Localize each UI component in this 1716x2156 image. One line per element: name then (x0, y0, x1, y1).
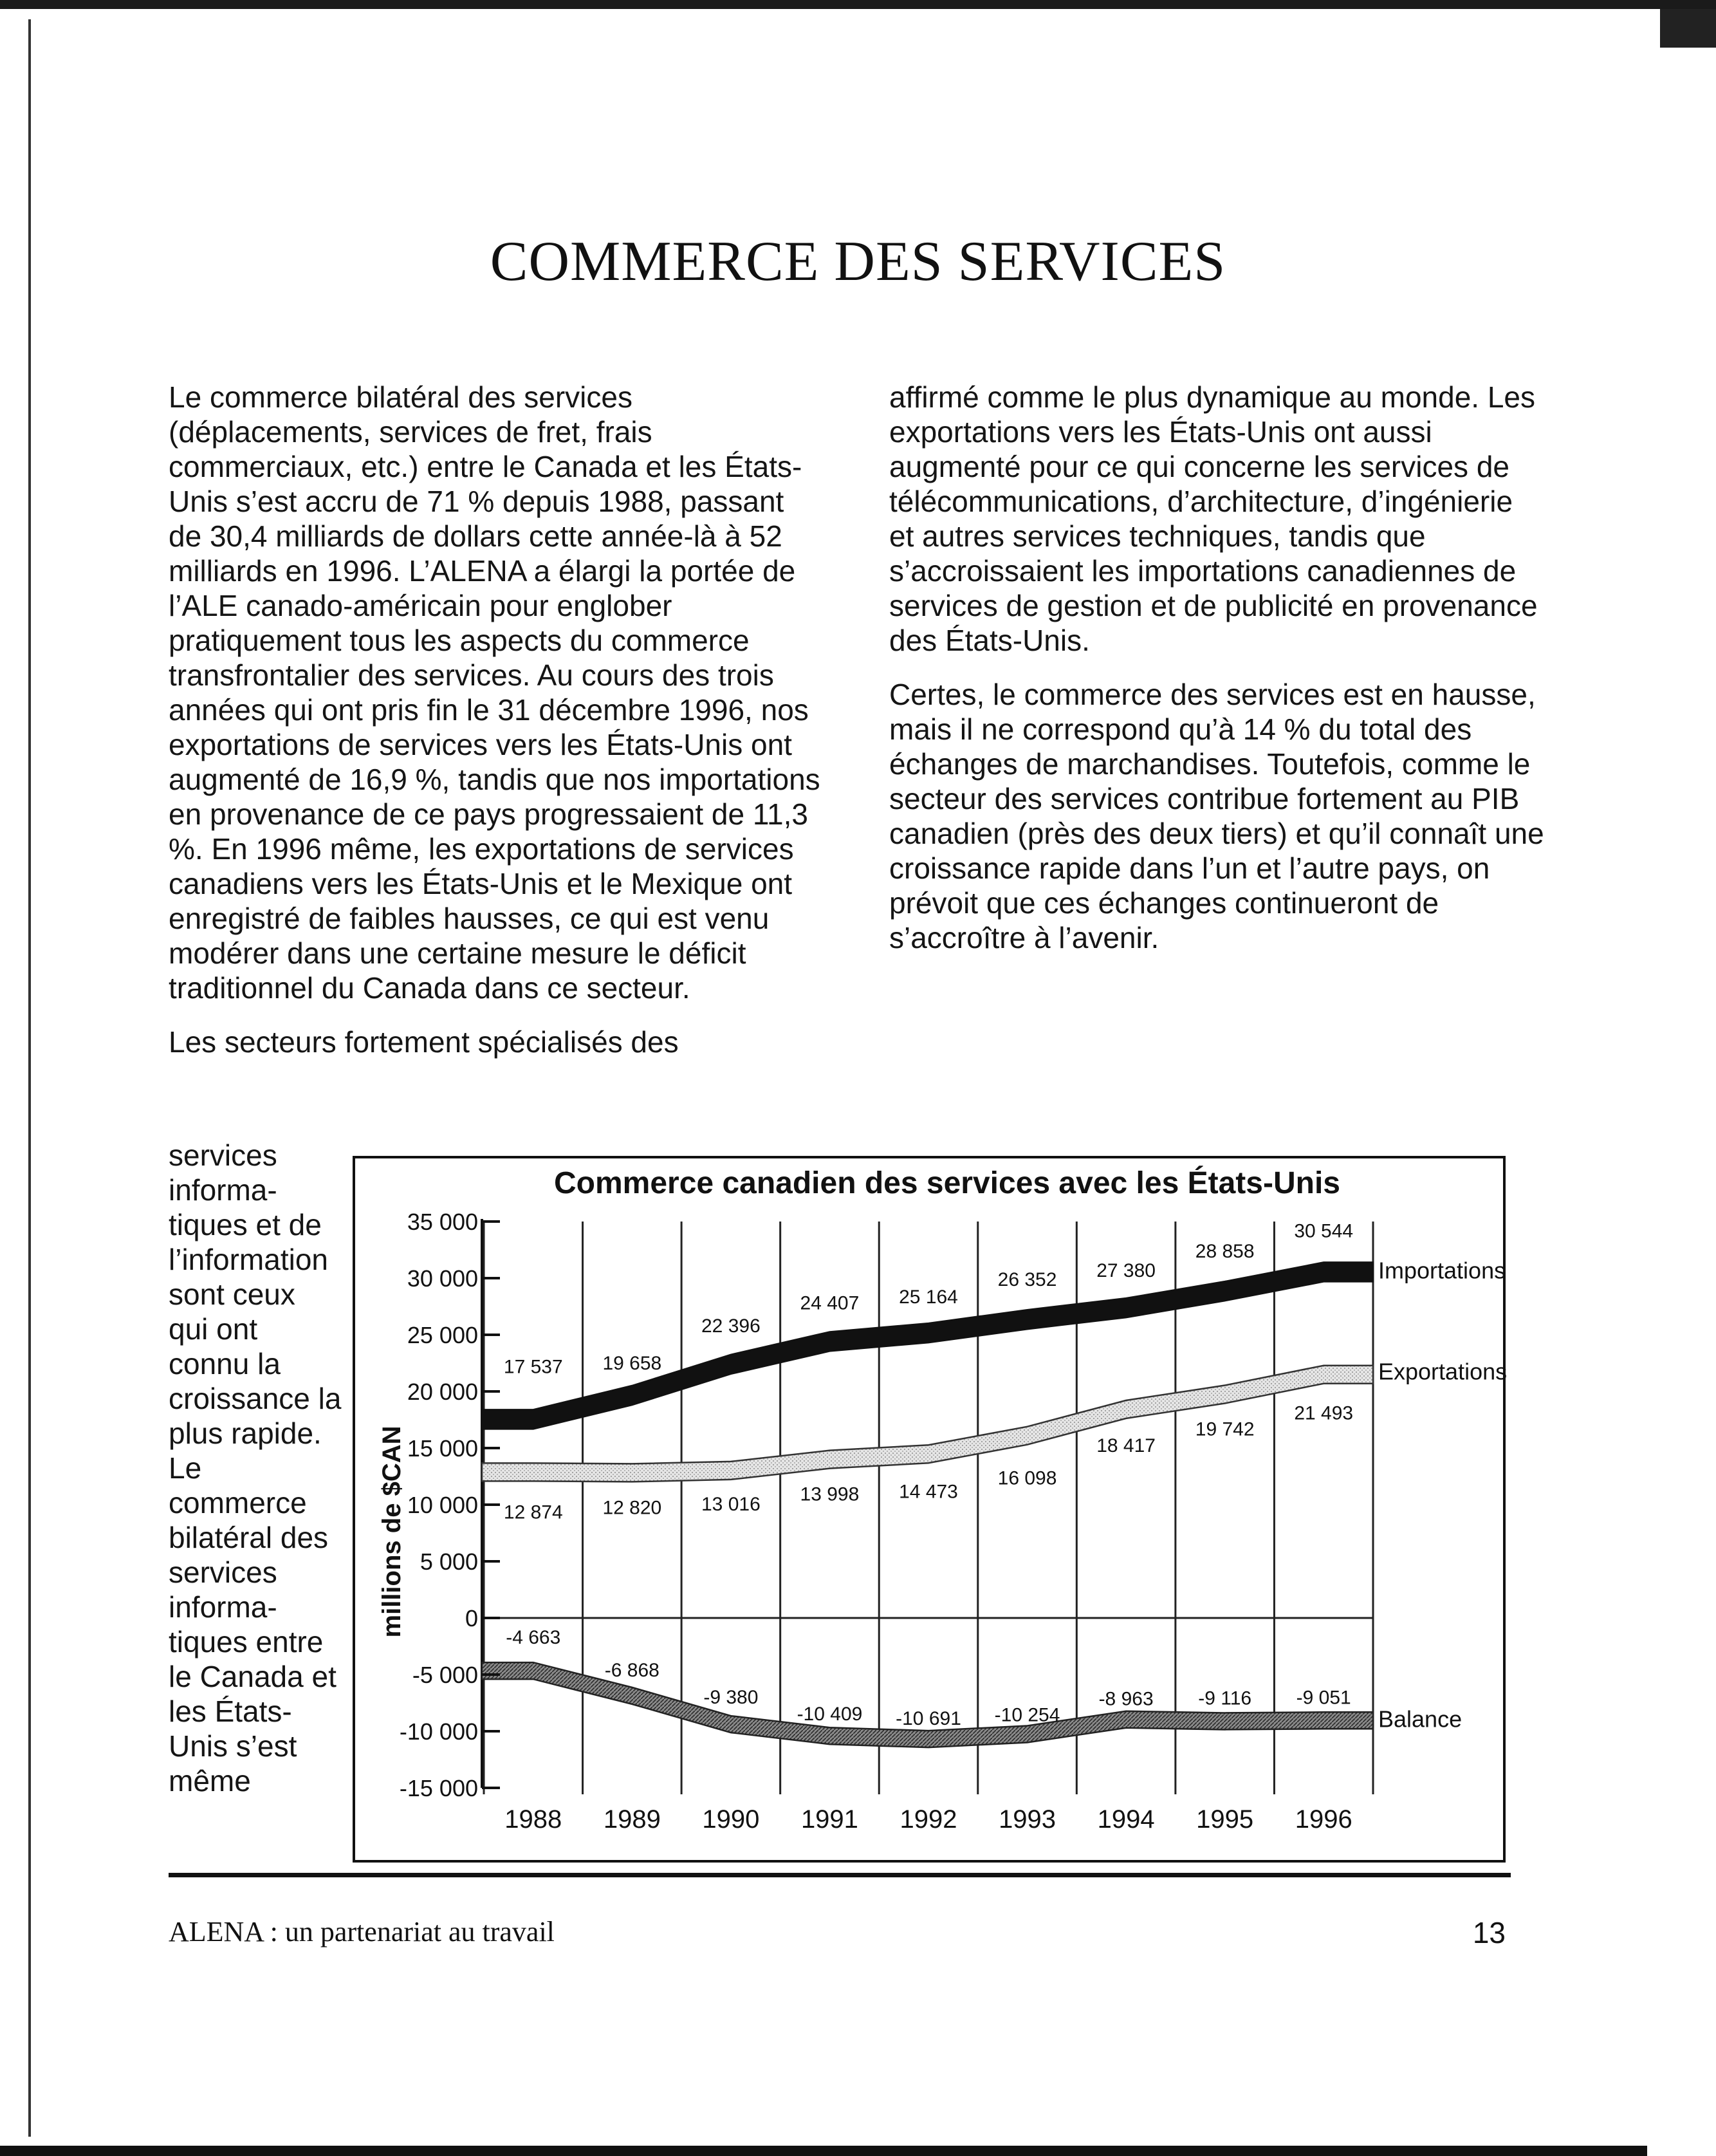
data-label: 27 380 (1096, 1260, 1156, 1282)
y-tick-label: 35 000 (407, 1209, 478, 1235)
y-axis-label: millions de $CAN (378, 1426, 406, 1638)
page-title: COMMERCE DES SERVICES (490, 230, 1226, 293)
data-label: 19 658 (602, 1353, 662, 1375)
x-tick-label: 1989 (603, 1805, 661, 1834)
data-label: 21 493 (1294, 1402, 1354, 1424)
data-label: -10 691 (896, 1708, 961, 1730)
data-label: 13 016 (701, 1493, 761, 1515)
series-name-label: Balance (1378, 1705, 1462, 1733)
data-label: 12 874 (503, 1501, 563, 1523)
paragraph-4: Certes, le commerce des services est en hausse, mais il ne correspond qu’à 14 % du total des échanges de marchandises. Toutefois, comme le secteur des services contribue fortement au PIB canadien (près des deux tiers) et qu’il connaît une croissance rapide dans l’un et l’autre pays, on prévoit que ces échanges continueront de s’accroître à l’avenir. (889, 678, 1544, 954)
data-label: 12 820 (602, 1497, 662, 1519)
x-tick-label: 1990 (702, 1805, 760, 1834)
data-label: 25 164 (899, 1287, 958, 1308)
data-label: 22 396 (701, 1315, 761, 1337)
y-tick-label: 15 000 (407, 1435, 478, 1462)
x-tick-label: 1994 (1097, 1805, 1155, 1834)
y-tick-label: 10 000 (407, 1492, 478, 1518)
data-label: 26 352 (997, 1269, 1057, 1291)
data-label: 30 544 (1294, 1220, 1354, 1242)
paragraph-2-wrapped: services informa-tiques et de l’information sont ceux qui ont connu la croissance la plus rapide. Le commerce bilatéral des services informa-tiques entre le Canada et les États-Unis s’est même (169, 1138, 342, 1798)
y-tick-label: 20 000 (407, 1379, 478, 1405)
series-name-label: Importations (1378, 1257, 1506, 1284)
scan-edge-bottom (0, 2146, 1647, 2156)
data-label: -9 051 (1296, 1687, 1351, 1709)
paragraph-1: Le commerce bilatéral des services (déplacements, services de fret, frais commerciaux, etc.) entre le Canada et les États-Unis s’est accru de 71 % depuis 1988, passant de 30,4 milliards de dollars cette année-là à 52 milliards en 1996. L’ALENA a élargi la portée de l’ALE canado-américain pour englober pratiquement tous les aspects du commerce transfrontalier des services. Au cours des trois années qui ont pris fin le 31 décembre 1996, nos exportations de services vers les États-Unis ont augmenté de 16,9 %, tandis que nos importations en provenance de ce pays progressaient de 11,3 %. En 1996 même, les exportations de services canadiens vers les États-Unis et le Mexique ont enregistré de faibles hausses, ce qui est venu modérer dans une certaine mesure le déficit traditionnel du Canada dans ce secteur. (169, 380, 820, 1005)
text-column-right (889, 380, 1545, 955)
paragraph-3: affirmé comme le plus dynamique au monde. Les exportations vers les États-Unis ont aussi augmenté pour ce qui concerne les services de télécommunications, d’architecture, d’ingénierie et autres services techniques, tandis que s’accroissaient les importations canadiennes de services de gestion et de publicité en provenance des États-Unis. (889, 380, 1538, 657)
x-tick-label: 1993 (999, 1805, 1056, 1834)
x-tick-label: 1992 (900, 1805, 957, 1834)
chart-title: Commerce canadien des services avec les États-Unis (554, 1166, 1340, 1200)
y-tick-label: 0 (465, 1605, 478, 1631)
data-label: -10 409 (797, 1704, 863, 1725)
data-label: 17 537 (503, 1356, 563, 1378)
footer-publication-title: ALENA : un partenariat au travail (169, 1916, 555, 1947)
x-tick-label: 1988 (504, 1805, 562, 1834)
series-name-label: Exportations (1378, 1358, 1508, 1385)
footer-rule (169, 1873, 1511, 1877)
data-label: 13 998 (800, 1483, 860, 1505)
data-label: -9 116 (1198, 1687, 1252, 1709)
x-tick-label: 1996 (1295, 1805, 1352, 1834)
y-tick-label: 5 000 (420, 1548, 478, 1575)
y-tick-label: -5 000 (412, 1662, 478, 1688)
data-label: 18 417 (1096, 1435, 1156, 1456)
scan-edge-left (28, 19, 31, 2137)
data-label: 14 473 (899, 1481, 958, 1503)
services-trade-chart (353, 1156, 1506, 1863)
data-label: -8 963 (1098, 1688, 1154, 1710)
y-tick-label: -10 000 (399, 1718, 478, 1745)
data-label: -10 254 (994, 1704, 1060, 1726)
y-tick-label: 30 000 (407, 1265, 478, 1292)
data-label: -9 380 (703, 1687, 759, 1709)
text-column-left (169, 380, 825, 1059)
data-label: 24 407 (800, 1292, 860, 1314)
page-number: 13 (1472, 1916, 1506, 1949)
scan-edge-corner (1660, 9, 1716, 48)
data-label: -4 663 (506, 1627, 561, 1649)
data-label: 16 098 (997, 1467, 1057, 1489)
paragraph-2-lead: Les secteurs fortement spécialisés des (169, 1025, 679, 1059)
x-tick-label: 1995 (1196, 1805, 1254, 1834)
data-label: 19 742 (1195, 1418, 1255, 1440)
y-tick-label: 25 000 (407, 1322, 478, 1348)
scan-edge-top (0, 0, 1716, 9)
x-tick-label: 1991 (800, 1805, 858, 1834)
data-label: -6 868 (604, 1659, 660, 1681)
y-tick-label: -15 000 (399, 1775, 478, 1801)
data-label: 28 858 (1195, 1241, 1255, 1263)
